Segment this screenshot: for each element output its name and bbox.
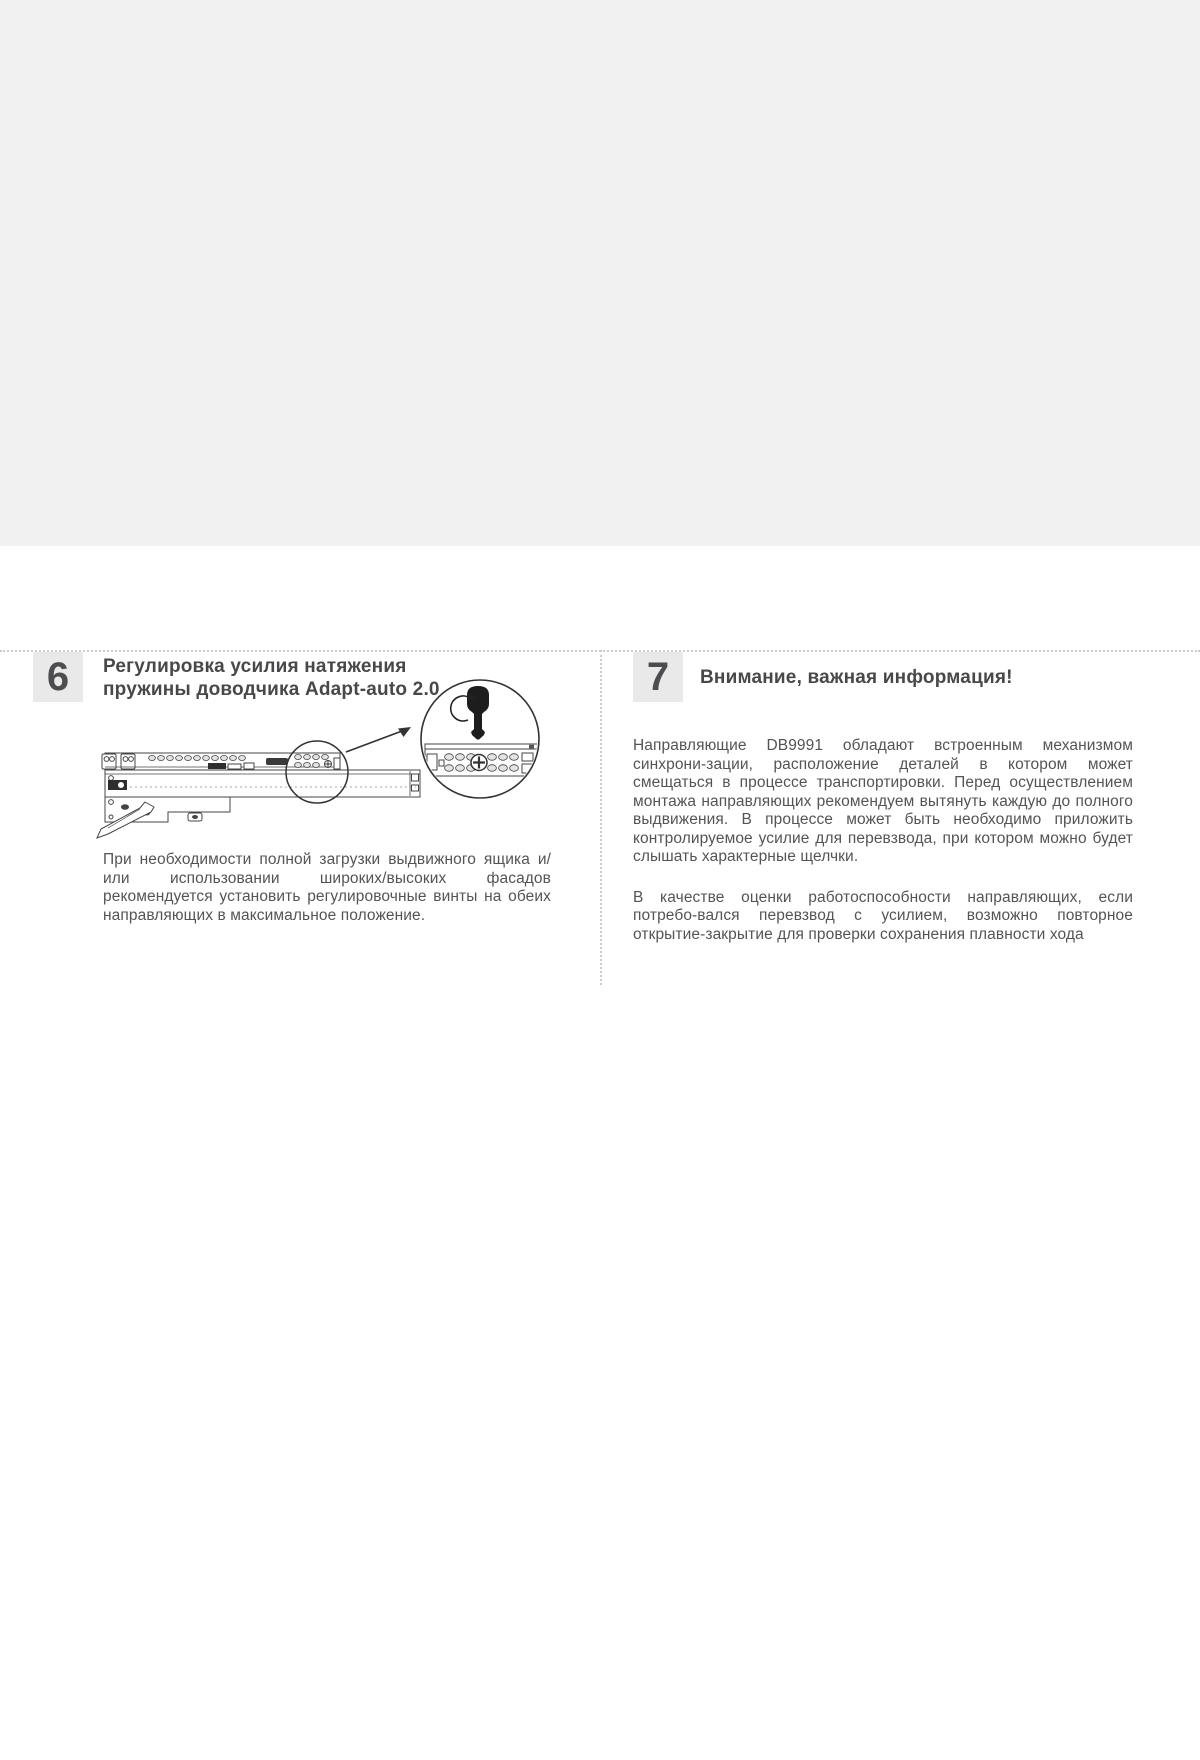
section-7-header <box>633 652 1133 702</box>
section-7 <box>633 652 1133 944</box>
section-6-title-line2: пружины доводчика Adapt-auto 2.0 <box>103 679 440 700</box>
drawer-slide-drawing <box>88 668 568 848</box>
drawer-rail <box>105 770 420 797</box>
magnified-inset <box>412 680 539 798</box>
vertical-dotted-divider <box>600 650 602 985</box>
step-number-badge <box>633 652 683 702</box>
step-number-badge <box>33 652 83 702</box>
callout-arrow <box>346 727 411 752</box>
step-number: 6 <box>46 654 70 699</box>
section-7-paragraph-2: В качестве оценки работоспособности направляющих, если потребо-вался перевзвод с усилием, возможно повторное открытие-закрытие для проверки сохранения плавности хода <box>633 888 1133 943</box>
section-6-title-line1: Регулировка усилия натяжения <box>103 656 407 677</box>
cabinet-rail <box>102 753 340 771</box>
page-top-gray-band <box>0 0 1200 546</box>
brand-logo-mark <box>266 758 288 765</box>
section-6 <box>33 652 562 924</box>
rail-slot-pattern <box>149 756 246 761</box>
section-6-body: При необходимости полной загрузки выдвижного ящика и/или использовании широких/высоких фасадов рекомендуется установить регулировочные винты на обеих направляющих в максимальное положение. <box>103 851 551 924</box>
step-number: 7 <box>646 654 670 699</box>
adjustment-screw-icon <box>471 755 487 771</box>
section-7-title: Внимание, важная информация! <box>700 667 1013 688</box>
section-7-paragraphs <box>633 737 1133 944</box>
section-7-paragraph-1: Направляющие DB9991 обладают встроенным механизмом синхрони-зации, расположение деталей в котором может смещаться в процессе транспортировки. Перед осуществлением монтажа направляющих рекомендуем вытянуть каждую до полного выдвижения. В процессе может быть необходимо приложить контролируемое усилие для перевзвода, при котором можно будет слышать характерные щелчки. <box>633 737 1133 865</box>
